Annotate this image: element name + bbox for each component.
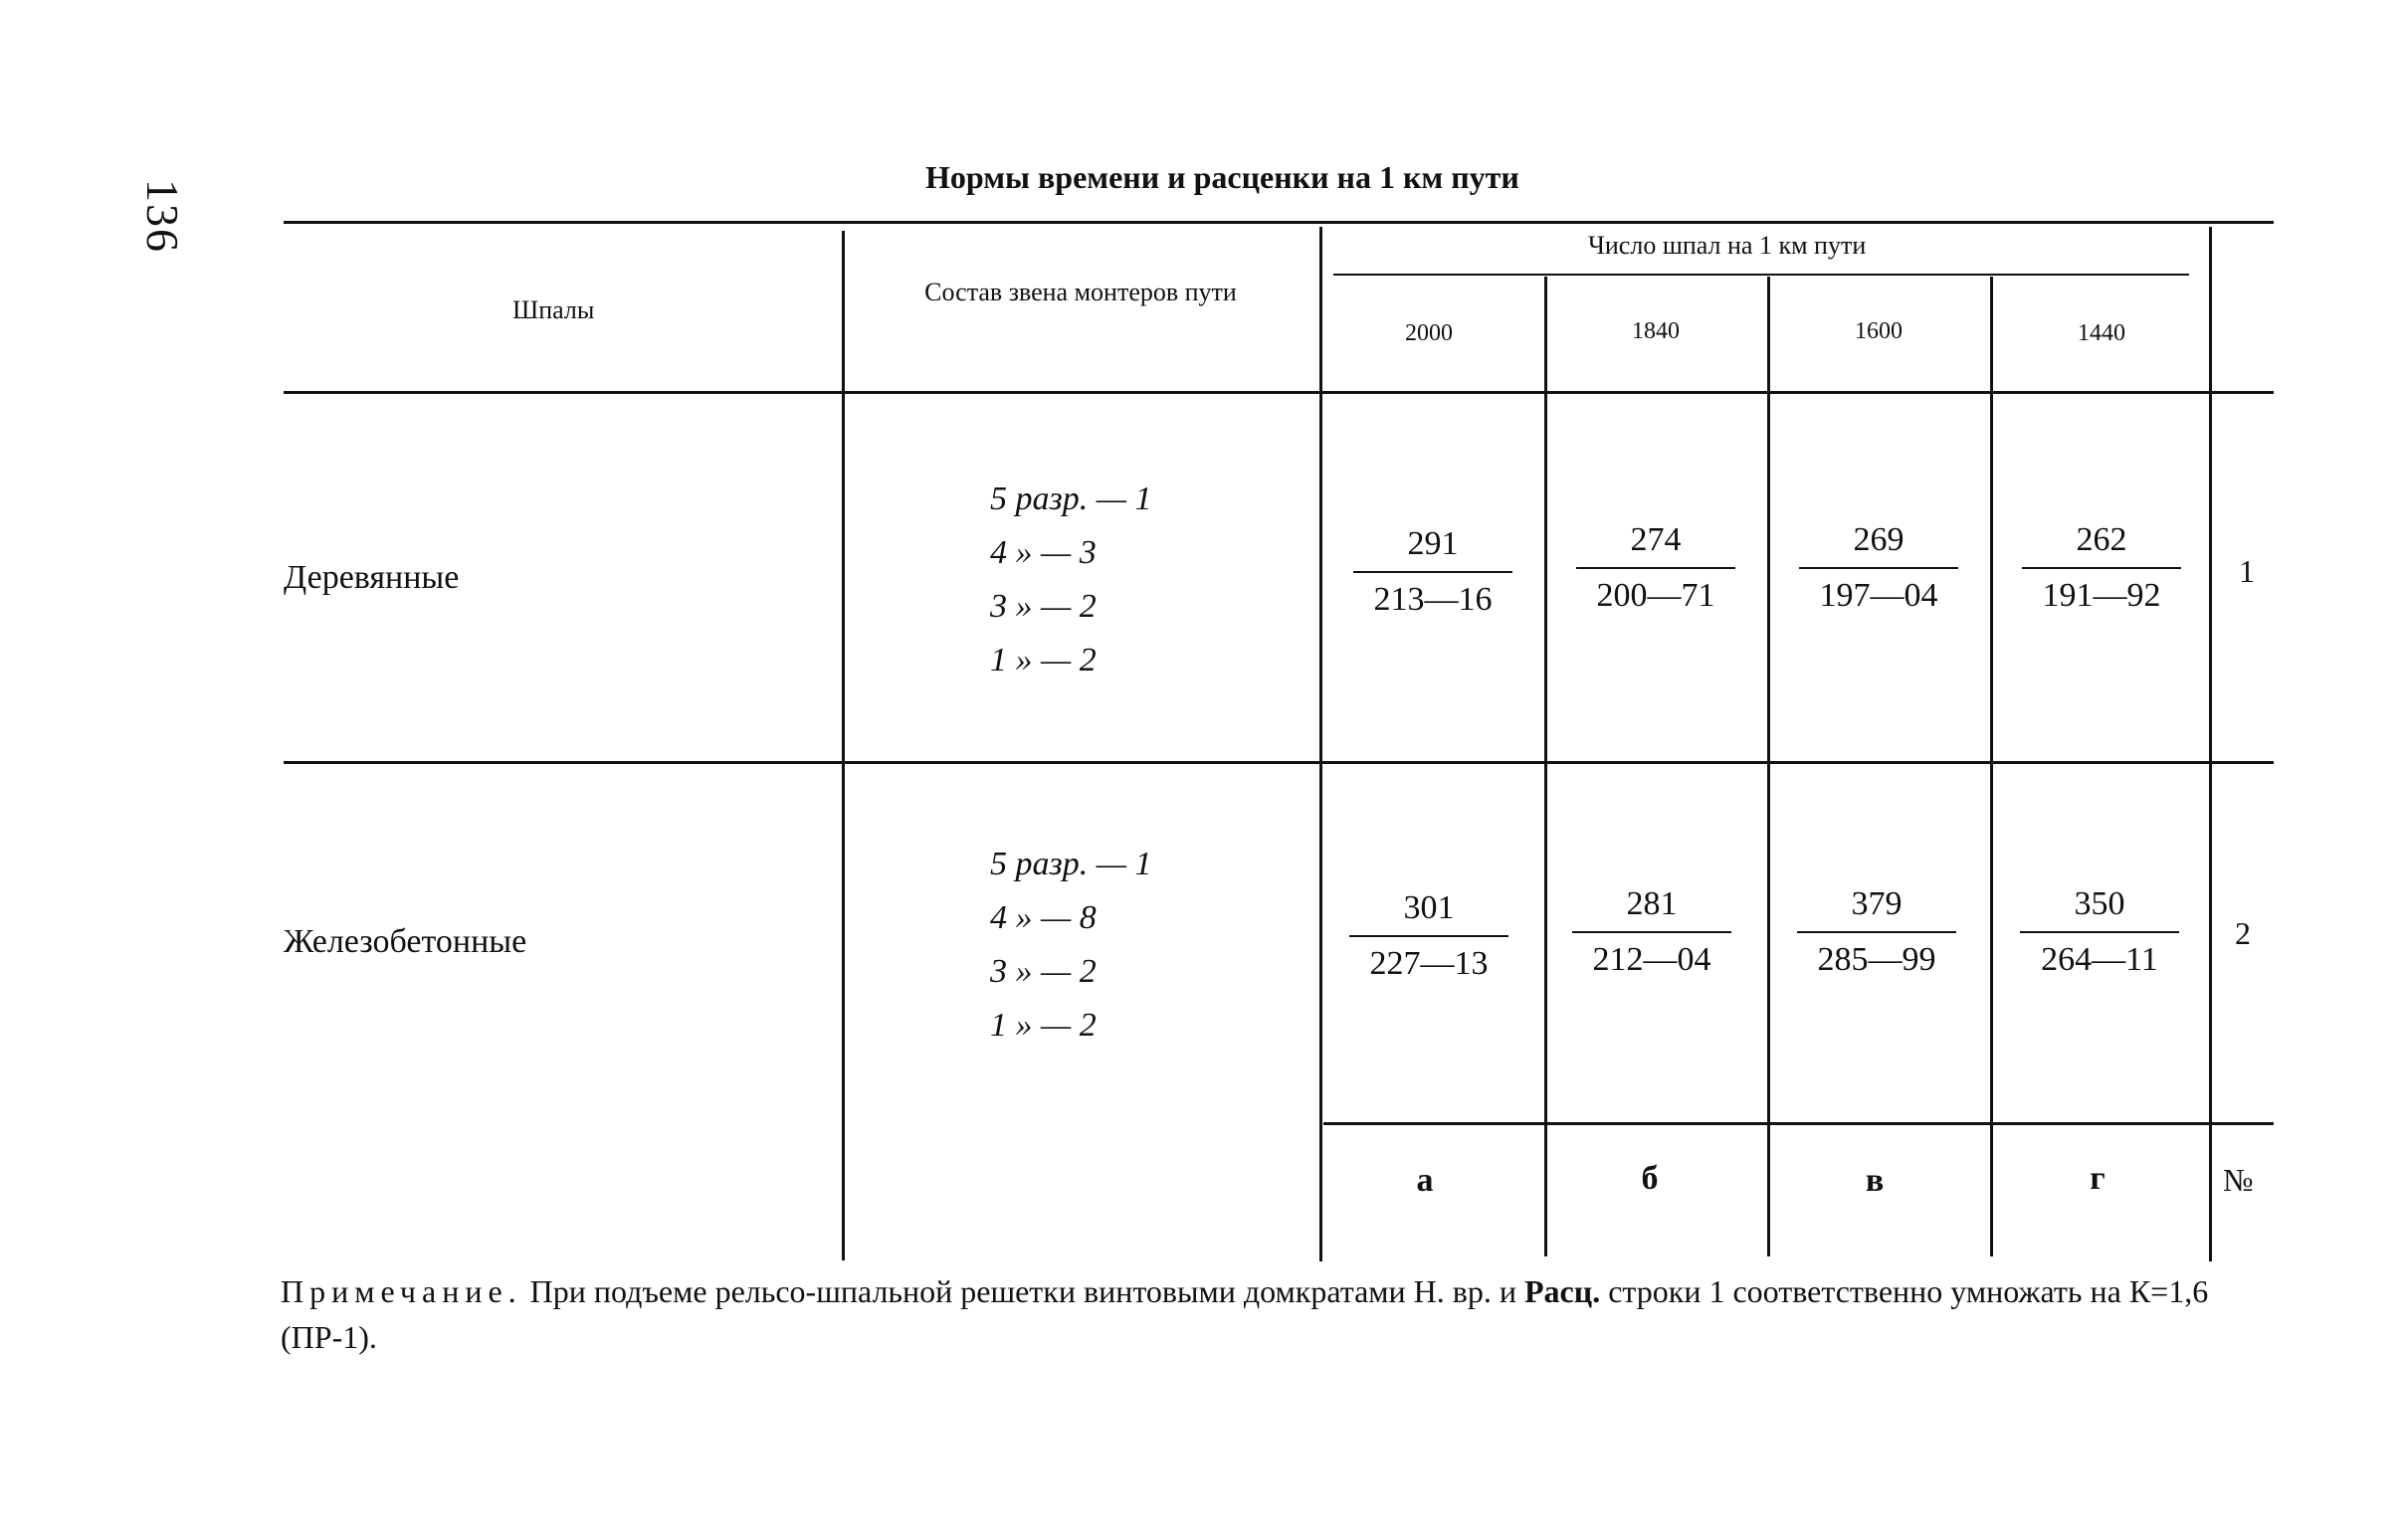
note-text-1: При подъеме рельсо-шпальной решетки винтовыми домкратами Н. вр. и bbox=[521, 1273, 1524, 1309]
row-1-cell-b bbox=[1576, 521, 1735, 615]
header-sleepers: Шпалы bbox=[512, 295, 595, 324]
time-norm: 274 bbox=[1630, 521, 1682, 558]
col-divider-2 bbox=[1767, 277, 1770, 1256]
header-count-group: Число шпал на 1 км пути bbox=[1588, 231, 1867, 260]
time-norm: 281 bbox=[1626, 885, 1678, 922]
page-number: 136 bbox=[137, 179, 188, 254]
crew-line: 1 » — 2 bbox=[990, 642, 1097, 678]
crew-line: 4 » — 3 bbox=[990, 534, 1097, 571]
rate: 191—92 bbox=[2042, 577, 2161, 614]
row-2-crew bbox=[990, 838, 1152, 1053]
rate: 227—13 bbox=[1369, 945, 1489, 982]
row-2-cell-v bbox=[1797, 885, 1956, 979]
time-norm: 262 bbox=[2076, 521, 2127, 558]
row-1-cell-v bbox=[1799, 521, 1958, 615]
header-count-1840: 1840 bbox=[1632, 318, 1680, 344]
rate: 200—71 bbox=[1596, 577, 1715, 614]
time-norm: 269 bbox=[1853, 521, 1905, 558]
column-letter-a: а bbox=[1416, 1162, 1434, 1199]
rate: 264—11 bbox=[2041, 941, 2158, 978]
crew-line: 3 » — 2 bbox=[990, 588, 1097, 625]
note-bold-word: Расц. bbox=[1524, 1273, 1601, 1309]
note-text-2: строки 1 соответственно умножать на К=1,6 (ПР-1). bbox=[281, 1273, 2209, 1355]
note-label: Примечание. bbox=[281, 1273, 522, 1309]
col-divider-crew bbox=[1319, 227, 1322, 1261]
crew-line: 3 » — 2 bbox=[990, 953, 1097, 990]
table-title: Нормы времени и расценки на 1 км пути bbox=[925, 159, 1519, 195]
row-2-number: 2 bbox=[2235, 915, 2251, 951]
column-letter-g: г bbox=[2090, 1160, 2106, 1197]
row-2-cell-a bbox=[1349, 889, 1508, 983]
column-letter-b: б bbox=[1641, 1160, 1659, 1197]
footer-top-rule bbox=[1323, 1122, 2274, 1125]
rate: 212—04 bbox=[1592, 941, 1711, 978]
header-count-2000: 2000 bbox=[1405, 320, 1453, 346]
table-note bbox=[281, 1268, 2251, 1360]
rate: 285—99 bbox=[1817, 941, 1936, 978]
header-count-1440: 1440 bbox=[2078, 320, 2125, 346]
header-count-1600: 1600 bbox=[1855, 318, 1903, 344]
header-crew: Состав звена монтеров пути bbox=[924, 278, 1237, 306]
time-norm: 350 bbox=[2074, 885, 2125, 922]
crew-line: 4 » — 8 bbox=[990, 899, 1097, 936]
row-1-cell-g bbox=[2022, 521, 2181, 615]
row-1-number: 1 bbox=[2239, 553, 2255, 589]
row-divider bbox=[284, 761, 2274, 764]
time-norm: 379 bbox=[1851, 885, 1903, 922]
time-norm: 291 bbox=[1407, 525, 1459, 562]
row-1-cell-a bbox=[1353, 525, 1512, 619]
row-2-cell-b bbox=[1572, 885, 1731, 979]
header-bottom-rule bbox=[284, 391, 2274, 394]
crew-line: 1 » — 2 bbox=[990, 1007, 1097, 1044]
crew-line: 5 разр. — 1 bbox=[990, 846, 1152, 882]
col-divider-3 bbox=[1990, 277, 1993, 1256]
col-divider-number bbox=[2209, 227, 2212, 1261]
column-letter-v: в bbox=[1865, 1162, 1885, 1199]
row-2-cell-g bbox=[2020, 885, 2179, 979]
rate: 213—16 bbox=[1373, 581, 1493, 618]
rate: 197—04 bbox=[1819, 577, 1938, 614]
row-1-sleepers: Деревянные bbox=[284, 559, 460, 596]
row-1-crew bbox=[990, 473, 1152, 687]
count-group-rule bbox=[1333, 274, 2189, 276]
row-2-sleepers: Железобетонные bbox=[284, 923, 527, 960]
table-top-rule bbox=[284, 221, 2274, 224]
col-divider-1 bbox=[1544, 277, 1547, 1256]
time-norm: 301 bbox=[1403, 889, 1455, 926]
crew-line: 5 разр. — 1 bbox=[990, 481, 1152, 517]
col-divider-sleepers bbox=[842, 231, 845, 1260]
number-sign: № bbox=[2223, 1162, 2254, 1198]
